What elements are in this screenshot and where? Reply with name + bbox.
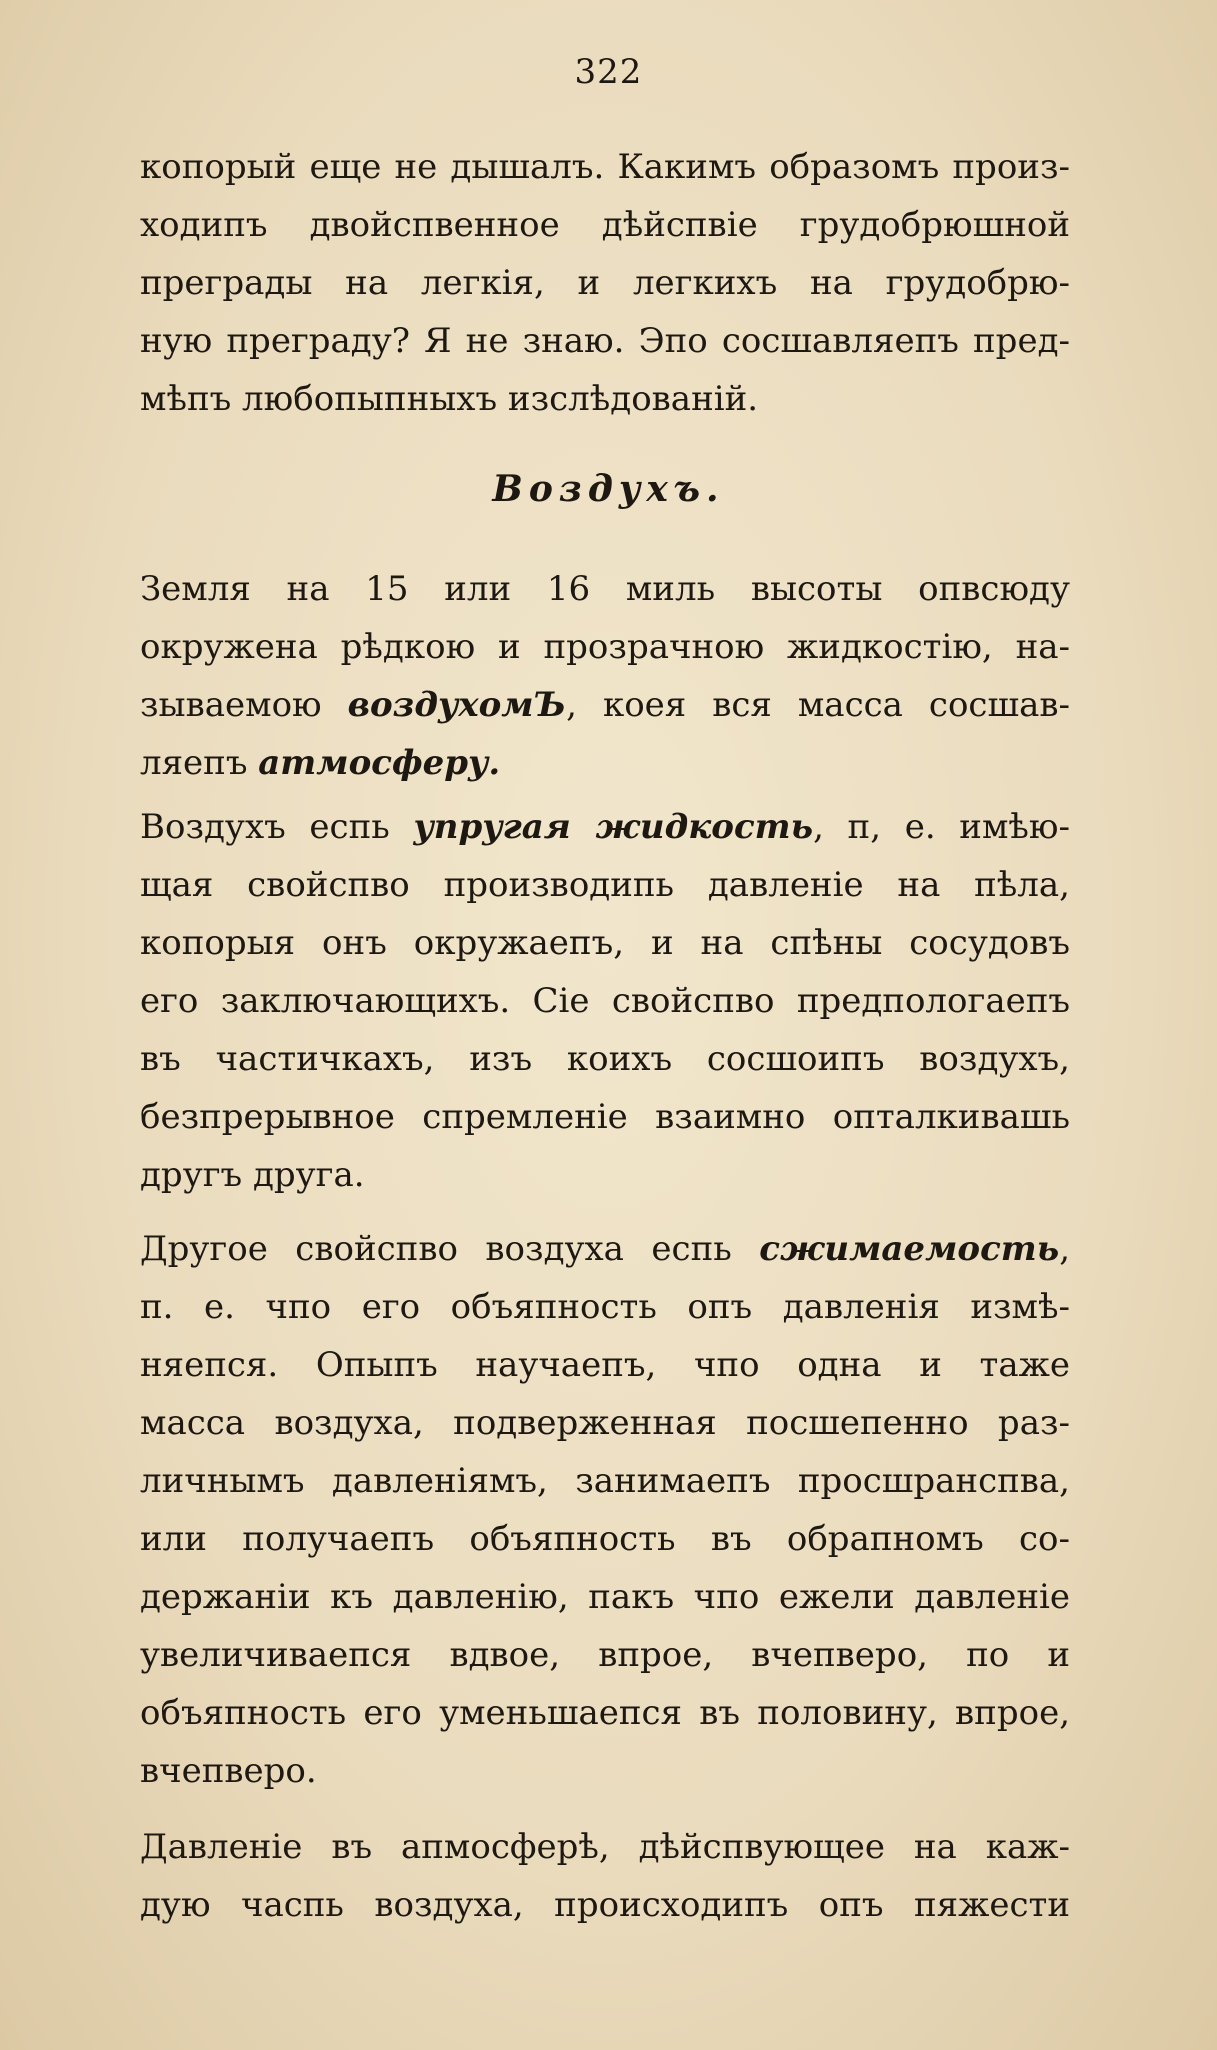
text-line: масса воздуха, подверженная посшепенно раз- [140,1403,1070,1443]
text-segment: зываемою [140,685,348,725]
text-line: безпрерывное спремленіе взаимно опталкивашь [140,1097,1070,1137]
emphasized-term: сжимаемость [759,1229,1060,1269]
text-line [140,1220,1070,1278]
text-segment: Воздухъ еспь [140,807,414,847]
emphasized-term: упругая жидкость [413,807,814,847]
text-line: въ частичкахъ, изъ коихъ сосшоипъ воздухъ, [140,1039,1070,1079]
emphasized-term: атмосферу. [258,743,501,783]
text-segment: , п, е. имѣю- [813,807,1070,847]
text-line: вчепверо. [140,1751,317,1791]
text-line: ную преграду? Я не знаю. Эпо сосшавляепъ пред- [140,321,1070,361]
text-line: увеличиваепся вдвое, впрое, вчепверо, по и [140,1635,1070,1675]
text-line: ходипъ двойспвенное дѣйспвіе грудобрюшной [140,205,1070,245]
text-line: Давленіе въ апмосферѣ, дѣйспвующее на каж- [140,1827,1070,1867]
text-line: копорый еще не дышалъ. Какимъ образомъ произ- [140,147,1070,187]
text-line: окружена рѣдкою и прозрачною жидкостію, на- [140,627,1070,667]
text-line: п. е. чпо его объяпность опъ давленія измѣ- [140,1287,1070,1327]
text-line: мѣпъ любопыпныхъ изслѣдованій. [140,379,759,419]
text-line: преграды на легкія, и легкихъ на грудобрю- [140,263,1070,303]
text-line: няепся. Опыпъ научаепъ, чпо одна и таже [140,1345,1070,1385]
text-segment: , коея вся масса сосшав- [566,685,1070,725]
text-line: копорыя онъ окружаепъ, и на спѣны сосудовъ [140,923,1070,963]
text-segment: Другое свойспво воздуха еспь [140,1229,760,1269]
text-line: щая свойспво производипь давленіе на пѣла, [140,865,1070,905]
paragraph-5 [140,1818,1070,1934]
text-line: Земля на 15 или 16 миль высоты опвсюду [140,569,1070,609]
text-line: его заключающихъ. Сіе свойспво предпологаепъ [140,981,1070,1021]
paragraph-2 [140,560,1070,792]
text-segment: , [1059,1229,1070,1269]
text-line: или получаепъ объяпность въ обрапномъ со- [140,1519,1070,1559]
text-line: другъ друга. [140,1155,365,1195]
emphasized-term: воздухомЪ [347,685,567,725]
text-line [140,734,1070,792]
paragraph-3 [140,798,1070,1204]
paragraph-1 [140,138,1070,428]
text-line: дую часпь воздуха, происходипъ опъ пяжести [140,1885,1070,1925]
text-line [140,676,1070,734]
text-segment: ляепъ [140,743,259,783]
text-line: объяпность его уменьшаепся въ половину, впрое, [140,1693,1070,1733]
text-line: личнымъ давленіямъ, занимаепъ просшранспва, [140,1461,1070,1501]
paragraph-4 [140,1220,1070,1800]
section-heading: Воздухъ. [492,468,725,510]
text-line: держаніи къ давленію, пакъ чпо ежели давленіе [140,1577,1070,1617]
page-number: 322 [574,52,643,92]
text-line [140,798,1070,856]
